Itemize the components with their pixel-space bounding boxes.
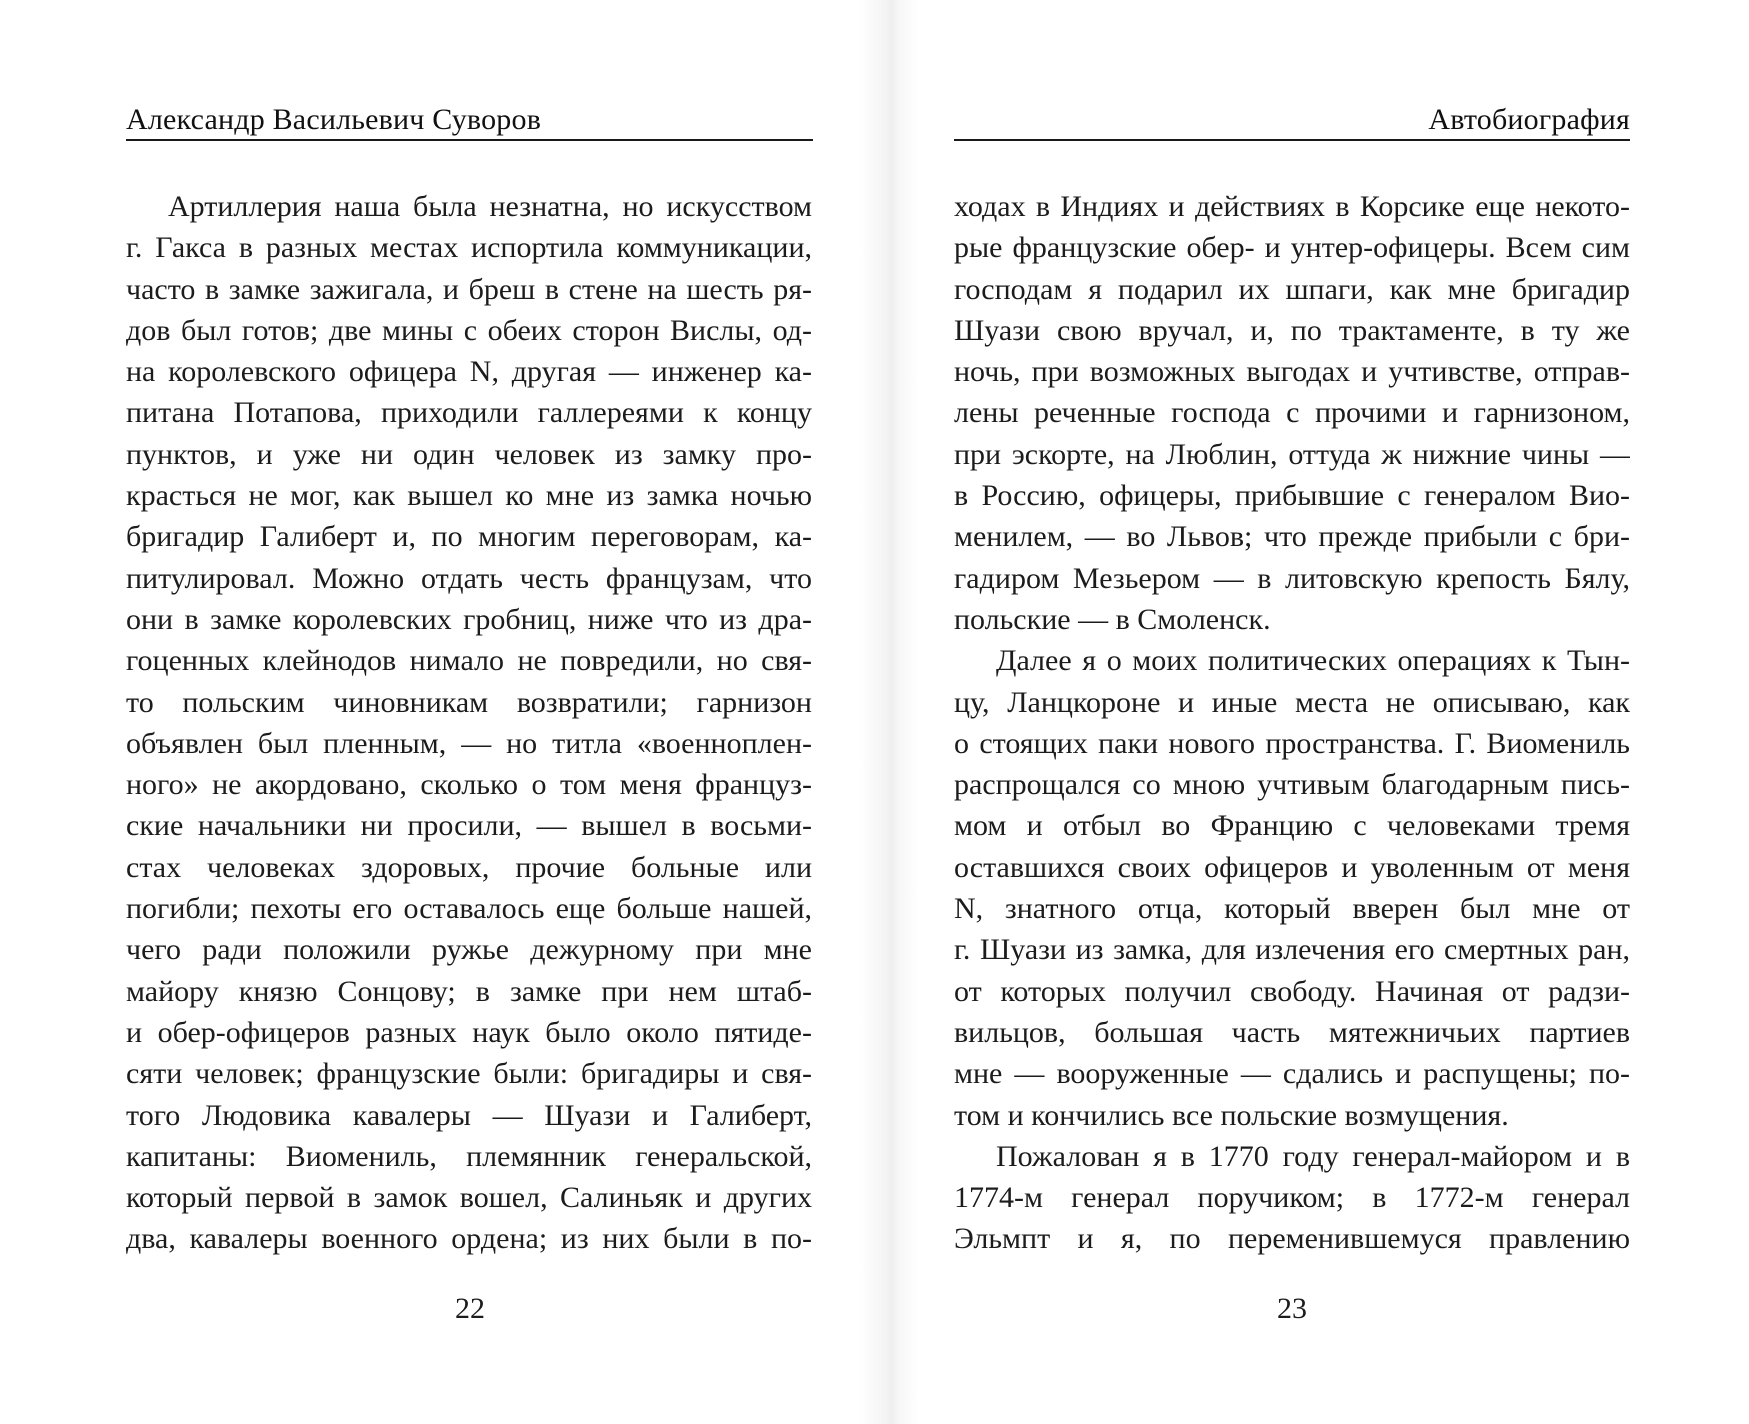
text-line: они в замке королевских гробниц, ниже что из дра- — [126, 602, 812, 636]
text-line: часто в замке зажигала, и бреш в стене на шесть ря- — [126, 272, 812, 306]
text-line: два, кавалеры военного ордена; из них были в по- — [126, 1222, 812, 1256]
text-line: на королевского офицера N, другая — инженер ка- — [126, 355, 812, 389]
text-line: гадиром Мезьером — в литовскую крепость Бялу, — [954, 561, 1630, 595]
text-line: ские начальники ни просили, — вышел в восьми- — [126, 809, 812, 843]
text-line: г. Гакса в разных местах испортила коммуникации, — [126, 231, 812, 265]
text-line: чего ради положили ружье дежурному при мне — [126, 933, 812, 967]
text-line: Пожалован я в 1770 году генерал-майором и в — [996, 1139, 1630, 1173]
text-line: который первой в замок вошел, Салиньяк и других — [126, 1181, 812, 1215]
text-line: 1774-м генерал поручиком; в 1772-м генерал — [954, 1181, 1630, 1215]
text-line: капитаны: Виомениль, племянник генеральской, — [126, 1139, 812, 1173]
text-line: мне — вооруженные — сдались и распущены; по- — [954, 1057, 1630, 1091]
text-line: г. Шуази из замка, для излечения его смертных ран, — [954, 933, 1630, 967]
text-line: господам я подарил их шпаги, как мне бригадир — [954, 272, 1630, 306]
text-line: Шуази свою вручал, и, по трактаменте, в ту же — [954, 313, 1630, 347]
text-line: то польским чиновникам возвратили; гарнизон — [126, 685, 812, 719]
running-head-author: Александр Васильевич Суворов — [126, 103, 542, 136]
text-line: гоценных клейнодов нимало не повредили, но свя- — [126, 644, 812, 678]
body-text — [126, 186, 812, 1260]
text-line: оставшихся своих офицеров и уволенным от меня — [954, 850, 1630, 884]
text-line: Далее я о моих политических операциях к Тын- — [996, 644, 1630, 678]
text-line: дов был готов; две мины с обеих сторон Вислы, од- — [126, 313, 812, 347]
page-number: 22 — [455, 1292, 485, 1325]
text-line: красться не мог, как вышел ко мне из замка ночью — [126, 479, 812, 513]
text-line: ного» не акордовано, сколько о том меня француз- — [126, 768, 812, 802]
text-line: N, знатного отца, который вверен был мне от — [954, 892, 1630, 926]
text-line: рые французские обер- и унтер-офицеры. Всем сим — [954, 231, 1630, 265]
text-line: питулировал. Можно отдать честь французам, что — [126, 561, 812, 595]
text-line: вильцов, большая часть мятежничьих партиев — [954, 1015, 1630, 1049]
text-line: менилем, — во Львов; что прежде прибыли с бри- — [954, 520, 1630, 554]
text-line: ходах в Индиях и действиях в Корсике еще некото- — [954, 190, 1630, 223]
text-line: Эльмпт и я, по переменившемуся правлению — [954, 1222, 1630, 1256]
text-line: о стоящих паки нового пространства. Г. Виомениль — [954, 726, 1630, 760]
text-line: лены реченные господа с прочими и гарнизоном, — [954, 396, 1630, 430]
text-line: майору князю Сонцову; в замке при нем штаб- — [126, 974, 812, 1008]
text-line: Артиллерия наша была незнатна, но искусством — [168, 190, 812, 223]
text-line: пунктов, и уже ни один человек из замку про- — [126, 437, 812, 471]
text-line: при эскорте, на Люблин, оттуда ж нижние чины — — [954, 437, 1630, 471]
text-line: и обер-офицеров разных наук было около пятиде- — [126, 1015, 812, 1049]
text-line: том и кончились все польские возмущения. — [954, 1098, 1509, 1132]
text-line: бригадир Галиберт и, по многим переговорам, ка- — [126, 520, 812, 554]
text-line: питана Потапова, приходили галлереями к концу — [126, 396, 812, 430]
text-line: цу, Ланцкороне и иные места не описываю, как — [954, 685, 1630, 719]
text-line: погибли; пехоты его оставалось еще больше нашей, — [126, 892, 812, 926]
text-line: стах человеках здоровых, прочие больные или — [126, 850, 812, 884]
header-rule — [126, 139, 813, 141]
text-line: ночь, при возможных выгодах и учтивстве, отправ- — [954, 355, 1630, 389]
body-text — [954, 186, 1630, 1260]
text-line: объявлен был пленным, — но титла «военноплен- — [126, 726, 812, 760]
text-line: сяти человек; французские были: бригадиры и свя- — [126, 1057, 812, 1091]
text-line: от которых получил свободу. Начиная от радзи- — [954, 974, 1630, 1008]
header-rule — [954, 139, 1630, 141]
page-number: 23 — [1277, 1292, 1307, 1325]
running-head-title: Автобиография — [1428, 103, 1630, 136]
text-line: польские — в Смоленск. — [954, 602, 1271, 636]
text-line: мом и отбыл во Францию с человеками тремя — [954, 809, 1630, 843]
text-line: того Людовика кавалеры — Шуази и Галиберт, — [126, 1098, 812, 1132]
text-line: в Россию, офицеры, прибывшие с генералом Вио- — [954, 479, 1630, 513]
text-line: распрощался со мною учтивым благодарным пись- — [954, 768, 1630, 802]
right-page — [880, 0, 1749, 1424]
